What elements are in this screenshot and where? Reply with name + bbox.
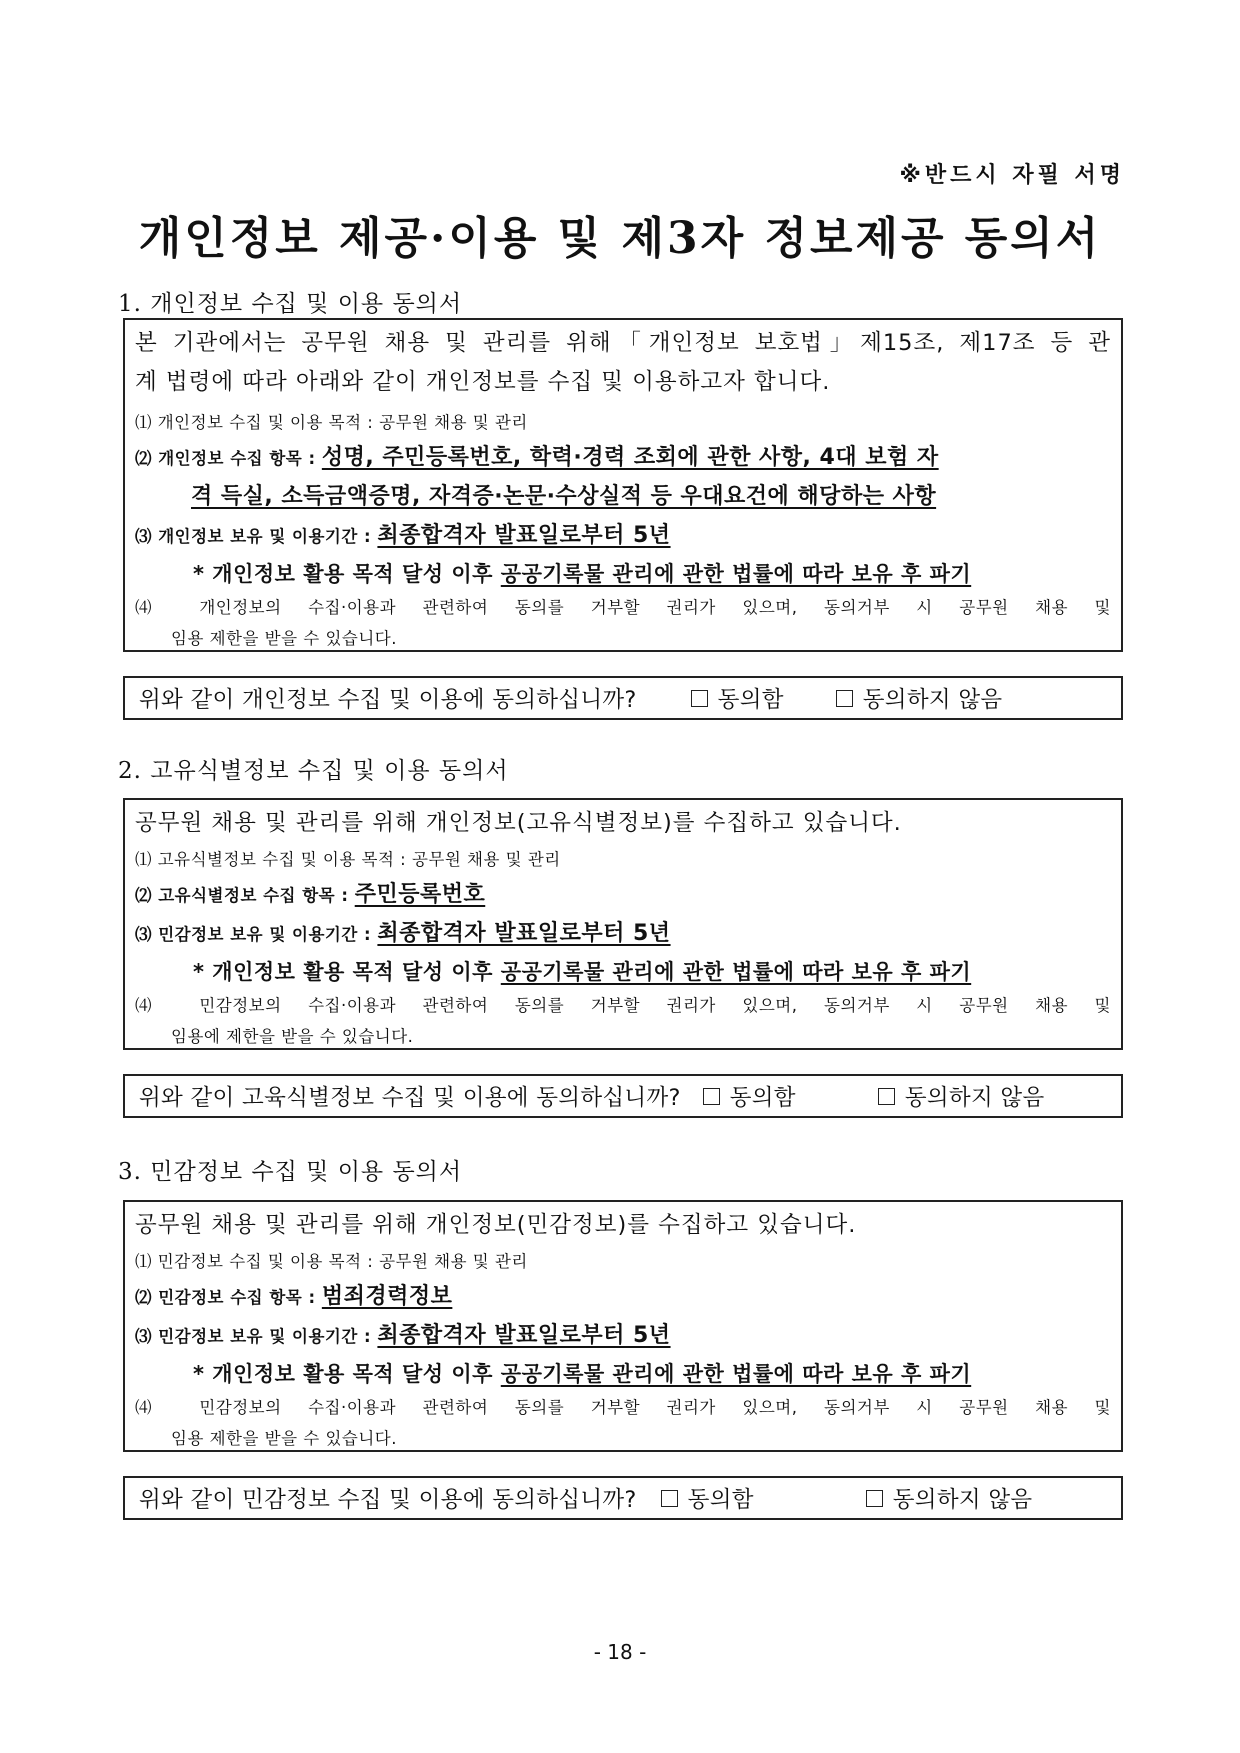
section-2-item-4-line-1: ⑷ 민감정보의 수집·이용과 관련하여 동의를 거부할 권리가 있으며, 동의거부 시 공무원 채용 및 (135, 996, 1111, 1015)
page-number: - 18 - (593, 1640, 647, 1664)
section-1-item-4 (135, 592, 1111, 654)
section-3-item-4-line-2: 임용 제한을 받을 수 있습니다. (171, 1429, 397, 1448)
section-1-disagree-label: 동의하지 않음 (862, 687, 1003, 713)
section-3-note-underlined: 공공기록물 관리에 관한 법률에 따라 보유 후 파기 (500, 1362, 972, 1386)
section-3-item-3 (135, 1317, 1111, 1356)
section-3-consent-row (123, 1476, 1123, 1520)
section-1-note-prefix: * 개인정보 활용 목적 달성 이후 (193, 562, 501, 586)
section-1-item-2-value-cont: 격 득실, 소득금액증명, 자격증·논문·수상실적 등 우대요건에 해당하는 사항 (191, 484, 937, 509)
section-2-item-2-label: ⑵ 고유식별정보 수집 항목 : (135, 886, 355, 905)
section-3-consent-question: 위와 같이 민감정보 수집 및 이용에 동의하십니까? (139, 1487, 637, 1513)
section-2-disagree-option[interactable] (878, 1080, 1045, 1112)
section-1-disagree-checkbox[interactable] (836, 690, 853, 707)
section-3-retention-note (135, 1356, 1111, 1392)
section-1-item-3 (135, 517, 1111, 556)
section-1-consent-row (123, 676, 1123, 720)
section-3-disagree-option[interactable] (866, 1482, 1033, 1514)
section-1-consent-question: 위와 같이 개인정보 수집 및 이용에 동의하십니까? (139, 687, 637, 713)
section-2-item-3 (135, 915, 1111, 954)
section-1-item-4-line-1: ⑷ 개인정보의 수집·이용과 관련하여 동의를 거부할 권리가 있으며, 동의거부 시 공무원 채용 및 (135, 598, 1111, 617)
section-1-item-2-value: 성명, 주민등록번호, 학력·경력 조회에 관한 사항, 4대 보험 자 (321, 445, 939, 470)
section-1-intro-line-2: 계 법령에 따라 아래와 같이 개인정보를 수집 및 이용하고자 합니다. (135, 369, 831, 395)
section-3-item-4 (135, 1392, 1111, 1454)
section-2-agree-checkbox[interactable] (703, 1088, 720, 1105)
section-2-item-2 (135, 876, 1111, 915)
section-1-item-4-line-2: 임용 제한을 받을 수 있습니다. (171, 629, 397, 648)
section-2-item-4-line-2: 임용에 제한을 받을 수 있습니다. (171, 1027, 414, 1046)
section-3-item-4-line-1: ⑷ 민감정보의 수집·이용과 관련하여 동의를 거부할 권리가 있으며, 동의거부 시 공무원 채용 및 (135, 1398, 1111, 1417)
section-3-item-1: ⑴ 민감정보 수집 및 이용 목적 : 공무원 채용 및 관리 (135, 1252, 528, 1271)
section-1-item-2-cont (135, 478, 1111, 517)
section-3-intro-line-1: 공무원 채용 및 관리를 위해 개인정보(민감정보)를 수집하고 있습니다. (135, 1212, 857, 1238)
section-3-agree-option[interactable] (661, 1482, 754, 1514)
section-1-agree-label: 동의함 (717, 687, 784, 713)
section-1-retention-note (135, 556, 1111, 592)
section-1-note-underlined: 공공기록물 관리에 관한 법률에 따라 보유 후 파기 (500, 562, 972, 586)
section-2-note-prefix: * 개인정보 활용 목적 달성 이후 (193, 960, 501, 984)
section-1-heading: 1. 개인정보 수집 및 이용 동의서 (118, 291, 463, 317)
section-2-disagree-label: 동의하지 않음 (904, 1085, 1045, 1111)
section-1-item-2-label: ⑵ 개인정보 수집 항목 : (135, 449, 322, 468)
section-1-item-3-label: ⑶ 개인정보 보유 및 이용기간 : (135, 527, 378, 546)
section-2-item-3-label: ⑶ 민감정보 보유 및 이용기간 : (135, 925, 378, 944)
section-2-item-3-value: 최종합격자 발표일로부터 5년 (377, 921, 671, 946)
section-2-retention-note (135, 954, 1111, 990)
section-1-intro-line-1: 본 기관에서는 공무원 채용 및 관리를 위해「개인정보 보호법」제15조, 제17조 등 관 (135, 330, 1111, 356)
section-2-note-underlined: 공공기록물 관리에 관한 법률에 따라 보유 후 파기 (500, 960, 972, 984)
section-1-item-1: ⑴ 개인정보 수집 및 이용 목적 : 공무원 채용 및 관리 (135, 413, 528, 432)
section-3-item-3-value: 최종합격자 발표일로부터 5년 (377, 1323, 671, 1348)
section-1-info-box (123, 318, 1123, 652)
section-2-heading: 2. 고유식별정보 수집 및 이용 동의서 (118, 758, 509, 784)
section-2-info-box (123, 798, 1123, 1050)
section-2-consent-question: 위와 같이 고육식별정보 수집 및 이용에 동의하십니까? (139, 1085, 681, 1111)
section-2-agree-option[interactable] (703, 1080, 796, 1112)
section-2-item-1: ⑴ 고유식별정보 수집 및 이용 목적 : 공무원 채용 및 관리 (135, 850, 561, 869)
section-3-agree-checkbox[interactable] (661, 1490, 678, 1507)
section-1-agree-option[interactable] (691, 682, 784, 714)
section-3-note-prefix: * 개인정보 활용 목적 달성 이후 (193, 1362, 501, 1386)
section-3-item-2-value: 범죄경력정보 (321, 1284, 453, 1309)
section-2-intro-line-1: 공무원 채용 및 관리를 위해 개인정보(고유식별정보)를 수집하고 있습니다. (135, 810, 902, 836)
section-2-consent-row (123, 1074, 1123, 1118)
document-title: 개인정보 제공·이용 및 제3자 정보제공 동의서 (138, 213, 1102, 264)
section-3-agree-label: 동의함 (687, 1487, 754, 1513)
section-3-disagree-checkbox[interactable] (866, 1490, 883, 1507)
section-1-item-2 (135, 439, 1111, 478)
section-3-info-box (123, 1200, 1123, 1452)
section-3-heading: 3. 민감정보 수집 및 이용 동의서 (118, 1159, 463, 1185)
section-1-agree-checkbox[interactable] (691, 690, 708, 707)
section-2-item-2-value: 주민등록번호 (354, 882, 486, 907)
section-3-item-3-label: ⑶ 민감정보 보유 및 이용기간 : (135, 1327, 378, 1346)
section-2-item-4 (135, 990, 1111, 1052)
section-1-item-3-value: 최종합격자 발표일로부터 5년 (377, 523, 671, 548)
section-1-disagree-option[interactable] (836, 682, 1003, 714)
section-3-item-2-label: ⑵ 민감정보 수집 항목 : (135, 1288, 322, 1307)
section-3-item-2 (135, 1278, 1111, 1317)
section-2-disagree-checkbox[interactable] (878, 1088, 895, 1105)
signature-note: ※반드시 자필 서명 (899, 163, 1125, 188)
section-2-agree-label: 동의함 (729, 1085, 796, 1111)
section-3-disagree-label: 동의하지 않음 (892, 1487, 1033, 1513)
